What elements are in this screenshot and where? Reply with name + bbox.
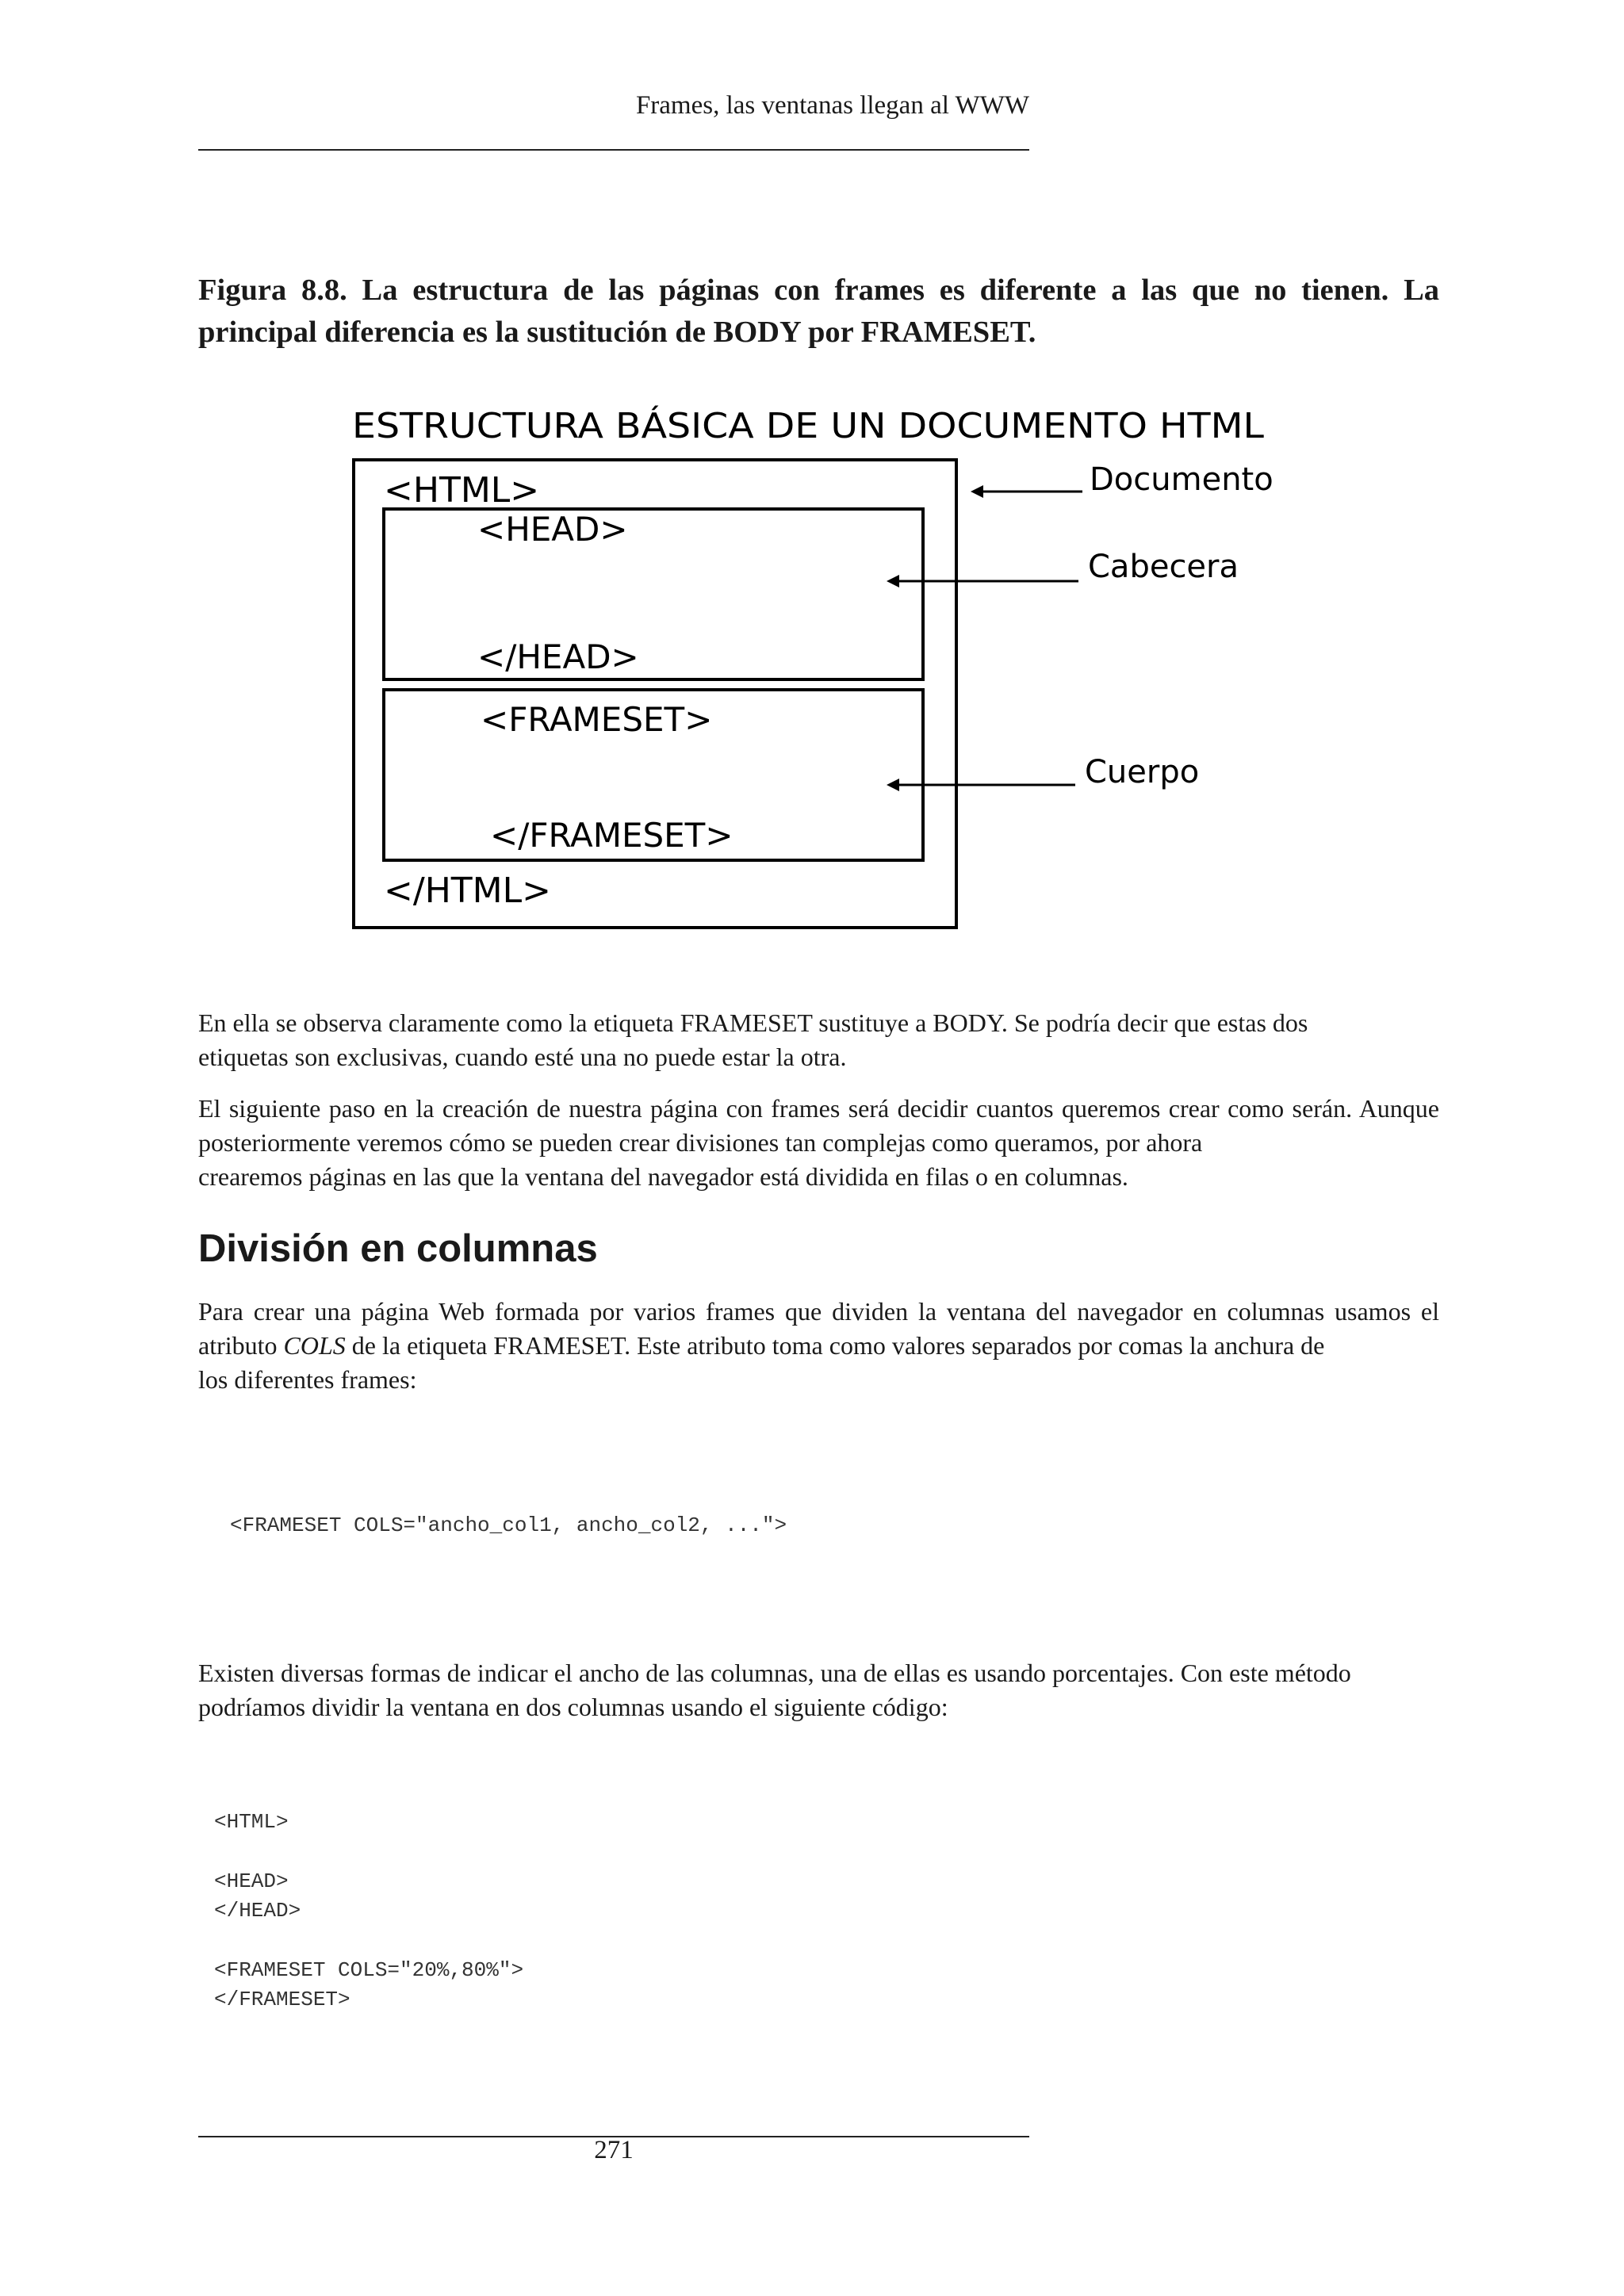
header-rule [198, 149, 1029, 151]
paragraph-1-text: En ella se observa claramente como la etiqueta FRAMESET sustituye a BODY. Se podría decir que estas dos [198, 1008, 1308, 1037]
arrow-cabecera-icon [887, 575, 1078, 587]
paragraph-2-last-line: crearemos páginas en las que la ventana del navegador está dividida en filas o en columnas. [198, 1162, 1128, 1191]
label-cuerpo: Cuerpo [1085, 754, 1200, 790]
arrow-documento-icon [971, 485, 1082, 498]
diagram-title: ESTRUCTURA BÁSICA DE UN DOCUMENTO HTML [352, 406, 1198, 446]
tag-head-close: </HEAD> [477, 637, 639, 676]
tag-html-open: <HTML> [384, 470, 540, 511]
paragraph-1-last-line: etiquetas son exclusivas, cuando esté una no puede estar la otra. [198, 1043, 847, 1071]
head-box [384, 509, 923, 679]
paragraph-1 [198, 1006, 1439, 1074]
document-box [354, 460, 956, 928]
code-line-html-open: <HTML> [214, 1810, 289, 1834]
paragraph-2-text: El siguiente paso en la creación de nuestra página con frames será decidir cuantos queremos crear como serán. Aunque posteriormente veremos cómo se pueden crear divisiones tan complejas como queramos, por ahora [198, 1094, 1439, 1157]
paragraph-3-last-line: los diferentes frames: [198, 1365, 417, 1394]
tag-frameset-open: <FRAMESET> [481, 700, 713, 739]
paragraph-3-text-a: Para crear una página Web formada por varios frames que dividen la ventana del navegador en columnas usamos el atributo [198, 1297, 1439, 1360]
code-line-head-open: <HEAD> [214, 1869, 289, 1893]
code-line-head-close: </HEAD> [214, 1899, 301, 1923]
code-line-frameset-open: <FRAMESET COLS="20%,80%"> [214, 1958, 524, 1982]
code-line-frameset-close: </FRAMESET> [214, 1988, 350, 2011]
section-title: División en columnas [198, 1227, 598, 1270]
tag-head-open: <HEAD> [477, 510, 628, 549]
html-structure-diagram [349, 400, 1285, 936]
paragraph-4-text: Existen diversas formas de indicar el ancho de las columnas, una de ellas es usando porcentajes. Con este método [198, 1659, 1351, 1687]
paragraph-2 [198, 1092, 1439, 1194]
figure-caption: Figura 8.8. La estructura de las páginas con frames es diferente a las que no tienen. La principal diferencia es la sustitución de BODY por FRAMESET. [198, 274, 1439, 349]
code-snippet-frameset-cols: <FRAMESET COLS="ancho_col1, ancho_col2, ..."> [230, 1513, 787, 1537]
label-documento: Documento [1090, 461, 1274, 498]
cols-attribute-emphasis: COLS [283, 1331, 346, 1360]
page-number: 271 [594, 2136, 634, 2164]
paragraph-4-last-line: podríamos dividir la ventana en dos columnas usando el siguiente código: [198, 1693, 948, 1721]
tag-html-close: </HTML> [384, 871, 551, 911]
running-header: Frames, las ventanas llegan al WWW [635, 91, 1029, 120]
paragraph-3-text-b: de la etiqueta FRAMESET. Este atributo toma como valores separados por comas la anchura de [345, 1331, 1325, 1360]
label-cabecera: Cabecera [1088, 549, 1239, 585]
paragraph-3 [198, 1295, 1439, 1397]
arrow-cuerpo-icon [887, 779, 1075, 791]
tag-frameset-close: </FRAMESET> [490, 816, 733, 855]
paragraph-4 [198, 1656, 1439, 1724]
